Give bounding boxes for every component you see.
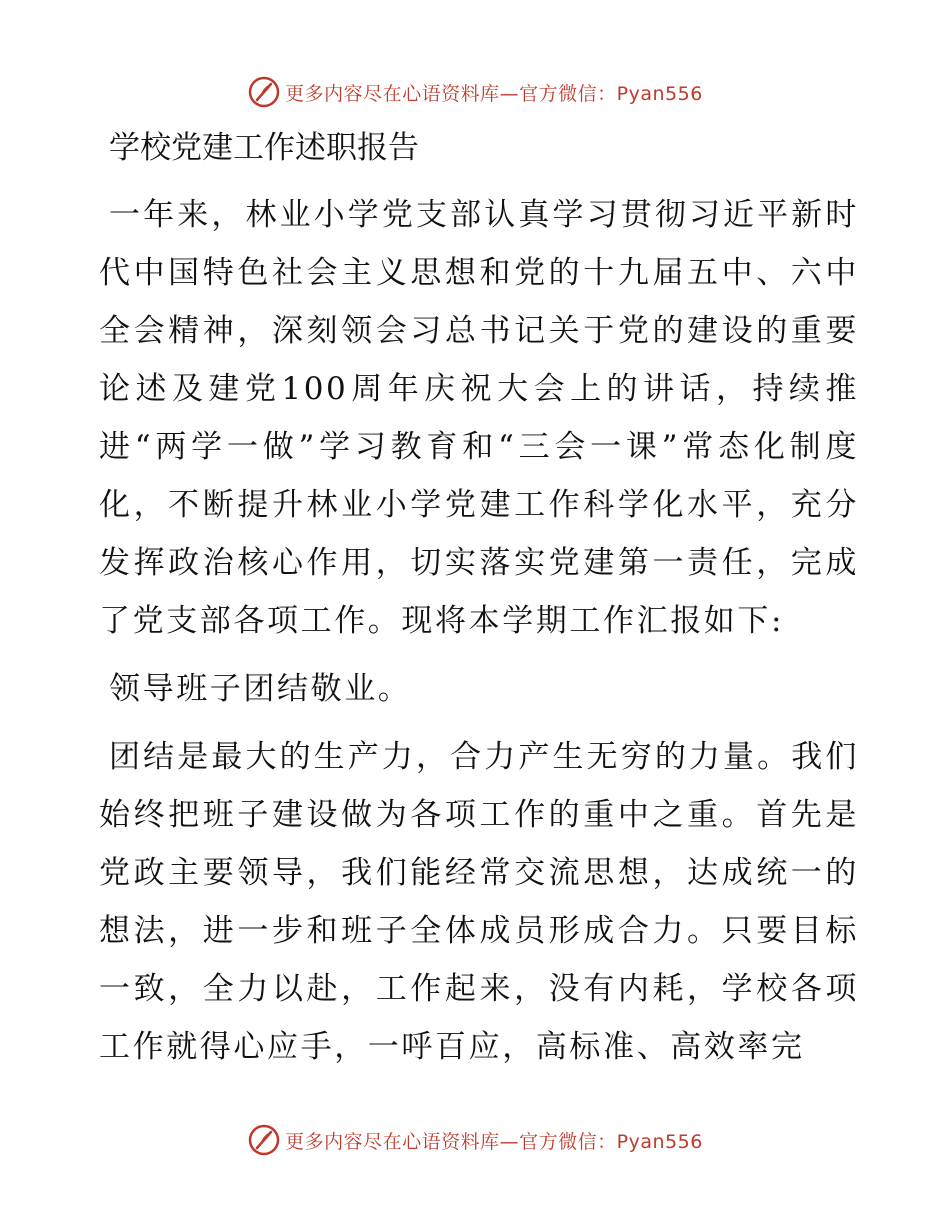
quill-circle-icon [247, 1123, 281, 1157]
document-body [99, 122, 859, 1086]
paragraph-unity [99, 728, 859, 1076]
paragraph-intro-text: 一年来，林业小学党支部认真学习贯彻习近平新时代中国特色社会主义思想和党的十九届五中、六中全会精神，深刻领会习总书记关于党的建设的重要论述及建党100周年庆祝大会上的讲话，持续推进“两学一做”学习教育和“三会一课”常态化制度化，不断提升林业小学党建工作科学化水平，充分发挥政治核心作用，切实落实党建第一责任，完成了党支部各项工作。现将本学期工作汇报如下: [99, 197, 859, 639]
quill-circle-icon [247, 75, 281, 109]
watermark-text: 更多内容尽在心语资料库—官方微信：Pyan556 [285, 82, 703, 105]
paragraph-intro [99, 186, 859, 650]
watermark-banner-top [0, 72, 950, 112]
subheading-leadership: 领导班子团结敬业。 [109, 671, 412, 707]
watermark-banner-bottom [0, 1120, 950, 1160]
document-title: 学校党建工作述职报告 [109, 130, 419, 166]
paragraph-unity-text: 团结是最大的生产力，合力产生无穷的力量。我们始终把班子建设做为各项工作的重中之重。首先是党政主要领导，我们能经常交流思想，达成统一的想法，进一步和班子全体成员形成合力。只要目标一致，全力以赴，工作起来，没有内耗，学校各项工作就得心应手，一呼百应，高标准、高效率完 [99, 739, 859, 1065]
watermark-text: 更多内容尽在心语资料库—官方微信：Pyan556 [285, 1130, 703, 1153]
